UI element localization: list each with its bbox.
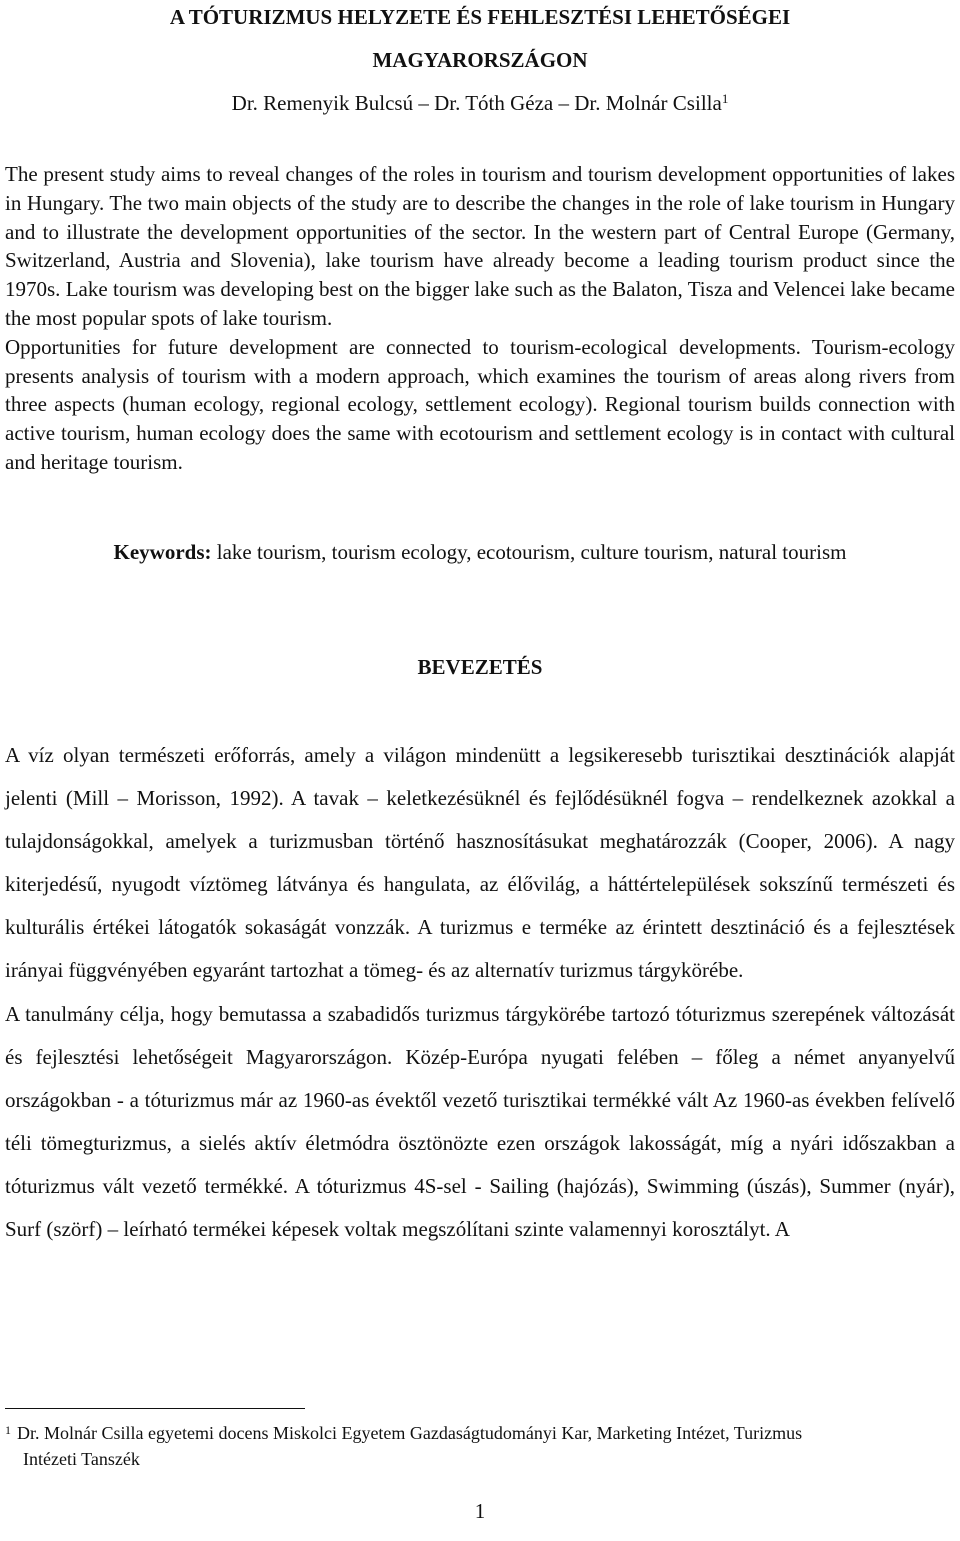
- title-line-1: A TÓTURIZMUS HELYZETE ÉS FEHLESZTÉSI LEHETŐSÉGEI: [169, 5, 791, 29]
- footnote-mark: 1: [5, 1423, 11, 1437]
- body-text: [5, 734, 955, 1251]
- keywords-label: Keywords:: [113, 540, 212, 564]
- keywords-text: lake tourism, tourism ecology, ecotourism, culture tourism, natural tourism: [211, 540, 847, 564]
- body-paragraph-1: A víz olyan természeti erőforrás, amely a világon mindenütt a legsikeresebb turisztikai desztinációk alapját jelenti (Mill – Morisson, 1992). A tavak – keletkezésüknél és fejlődésüknél fogva – rendelkeznek azokkal a tulajdonságokkal, amelyek a turizmusban történő hasznosításukat meghatározzák (Cooper, 2006). A nagy kiterjedésű, nyugodt víztömeg látványa és hangulata, az élővilág, a háttértelepülések sokszínű természeti és kulturális értékei látogatók sokaságát vonzzák. A turizmus e terméke az érintett desztináció és a fejlesztések irányai függvényében egyaránt tartozhat a tömeg- és az alternatív turizmus tárgykörébe.: [5, 743, 955, 983]
- authors-footnote-mark: 1: [721, 91, 729, 106]
- keywords: [5, 537, 955, 567]
- authors-text: Dr. Remenyik Bulcsú – Dr. Tóth Géza – Dr. Molnár Csilla: [231, 91, 722, 115]
- section-heading: BEVEZETÉS: [417, 655, 543, 679]
- body-paragraph-2: A tanulmány célja, hogy bemutassa a szabadidős turizmus tárgykörébe tartozó tóturizmus szerepének változását és fejlesztési lehetőségeit Magyarországon. Közép-Európa nyugati felében – főleg a német anyanyelvű országokban - a tóturizmus már az 1960-as évektől vezető turisztikai termékké vált Az 1960-as években felívelő téli tömegturizmus, a sielés aktív életmódra ösztönözte ezen országok lakosságát, míg a nyári időszakban a tóturizmus vált vezető termékké. A tóturizmus 4S-sel - Sailing (hajózás), Swimming (úszás), Summer (nyár), Surf (szörf) – leírható termékei képesek voltak megszólítani szinte valamennyi korosztályt. A: [5, 1001, 955, 1242]
- page-number: 1: [474, 1499, 486, 1523]
- abstract-paragraph-1: The present study aims to reveal changes of the roles in tourism and tourism development opportunities of lakes in Hungary. The two main objects of the study are to describe the changes in the role of lake tourism in Hungary and to illustrate the development opportunities of the sector. In the western part of Central Europe (Germany, Switzerland, Austria and Slovenia), lake tourism have already become a leading tourism product since the 1970s. Lake tourism was developing best on the bigger lake such as the Balaton, Tisza and Velencei lake became the most popular spots of lake tourism.: [5, 162, 955, 330]
- abstract: [5, 160, 955, 477]
- footnote-line-1: Dr. Molnár Csilla egyetemi docens Miskolci Egyetem Gazdaságtudományi Kar, Marketing Intézet, Turizmus: [17, 1423, 803, 1443]
- authors: [5, 88, 955, 118]
- footnote: [5, 1420, 955, 1472]
- footnote-line-2: Intézeti Tanszék: [23, 1449, 140, 1469]
- footnote-divider: [5, 1408, 305, 1409]
- title-line-2: MAGYARORSZÁGON: [372, 48, 588, 72]
- abstract-paragraph-2: Opportunities for future development are connected to tourism-ecological developments. Tourism-ecology presents analysis of tourism with a modern approach, which examines the tourism of areas along rivers from three aspects (human ecology, regional ecology, settlement ecology). Regional tourism builds connection with active tourism, human ecology does the same with ecotourism and settlement ecology is in contact with cultural and heritage tourism.: [5, 334, 955, 474]
